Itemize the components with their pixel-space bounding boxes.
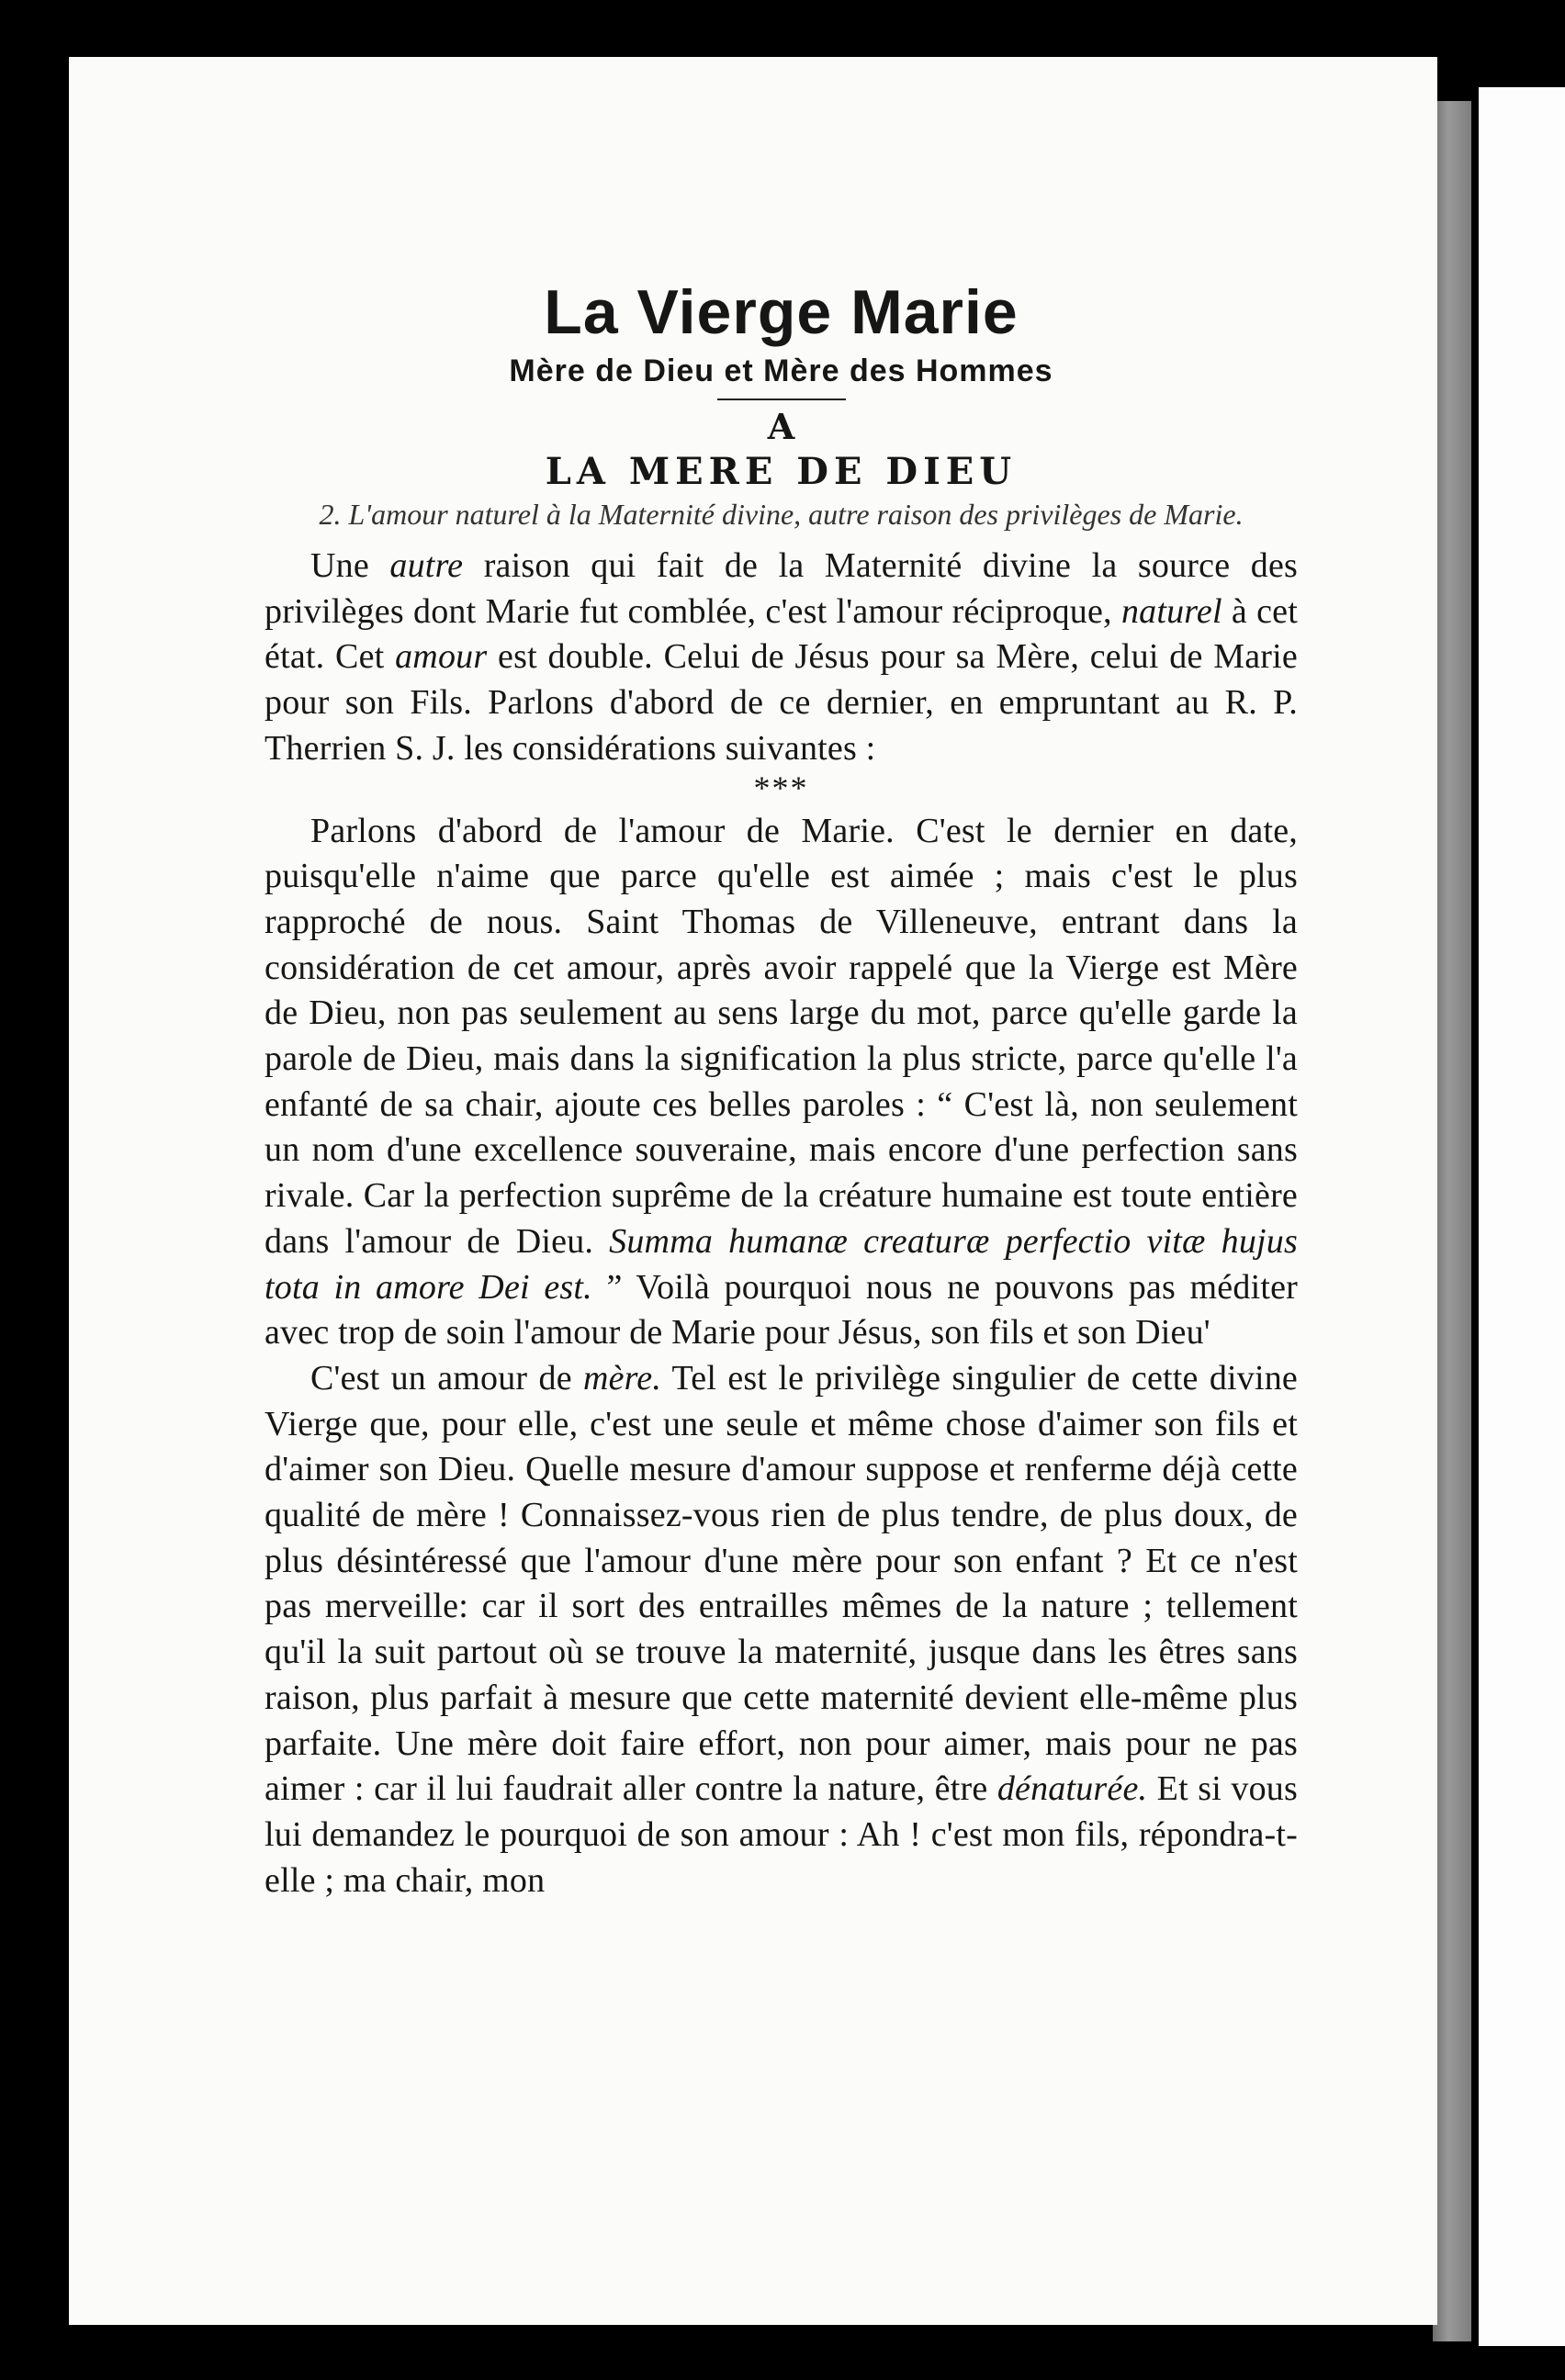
section-heading: LA MERE DE DIEU [545,450,1018,493]
text-run: C'est un amour de [310,1358,583,1398]
italic-text-run: Summa humanæ creaturæ perfectio vitæ hujus tota in amore Dei est. [265,1221,1298,1307]
section-letter: A [767,406,795,447]
page-edge-shadow [1433,101,1471,2341]
text-run: à cet état. Cet [265,591,1299,677]
italic-text-run: autre [389,546,464,585]
italic-text-run: amour [395,637,488,677]
text-run: Tel est le privilège singulier de cette divine Vierge que, pour elle, c'est une seule et même chose d'aimer son fils et d'aimer son Dieu. Quelle mesure d'amour suppose et renferme déjà cette qualité de mère ! Connaissez-vous rien de plus tendre, de plus doux, de plus désintéressé que l'amour d'une mère pour son enfant ? Et ce n'est pas merveille: car il sort des entrailles mêmes de la nature ; tellement qu'il la suit partout où se trouve la maternité, jusque dans les êtres sans raison, plus parfait à mesure que cette maternité devient elle-même plus parfaite. Une mère doit faire effort, non pour aimer, mais pour ne pas aimer : car il lui faudrait aller contre la nature, être [265,1358,1298,1809]
italic-text-run: naturel [1120,591,1222,631]
section-subheading: 2. L'amour naturel à la Maternité divine, autre raison des privilèges de Marie. [319,498,1244,531]
text-run: ” Voilà pourquoi nous ne pouvons pas méditer avec trop de soin l'amour de Marie pour Jésus, son fils et son Dieu' [265,1267,1299,1353]
text-run: Une [310,546,390,585]
text-run: Parlons d'abord de l'amour de Marie. C'est le dernier en date, puisqu'elle n'aime que parce qu'elle est aimée ; mais c'est le plus rapproché de nous. Saint Thomas de Villeneuve, entrant dans la considération de cet amour, après avoir rappelé que la Vierge est Mère de Dieu, non pas seulement au sens large du mot, parce qu'elle garde la parole de Dieu, mais dans la signification la plus stricte, parce qu'elle l'a enfanté de sa chair, ajoute ces belles paroles : “ C'est là, non seulement un nom d'une excellence souveraine, mais encore d'une perfection sans rivale. Car la perfection suprême de la créature humaine est toute entière dans l'amour de Dieu. [265,811,1298,1261]
facing-page-edge [1479,87,1565,2346]
body-paragraph-1 [265,544,1298,772]
italic-text-run: mère. [582,1358,662,1398]
title-divider [717,399,846,400]
text-run: raison qui fait de la Maternité divine la source des privilèges dont Marie fut comblée, c'est l'amour réciproque, [265,546,1298,631]
page-content [265,275,1298,1903]
page-subtitle: Mère de Dieu et Mère des Hommes [509,354,1053,388]
text-run: Et si vous lui demandez le pourquoi de son amour : Ah ! c'est mon fils, répondra-t-elle ; ma chair, mon [265,1769,1298,1900]
page-title: La Vierge Marie [544,277,1019,347]
body-paragraph-2 [265,809,1298,1356]
body-paragraph-3 [265,1356,1298,1903]
text-run: est double. Celui de Jésus pour sa Mère, celui de Marie pour son Fils. Parlons d'abord de ce dernier, en empruntant au R. P. Therrien S. J. les considérations suivantes : [265,637,1298,768]
italic-text-run: dénaturée. [996,1769,1148,1809]
section-separator: *** [753,769,809,806]
